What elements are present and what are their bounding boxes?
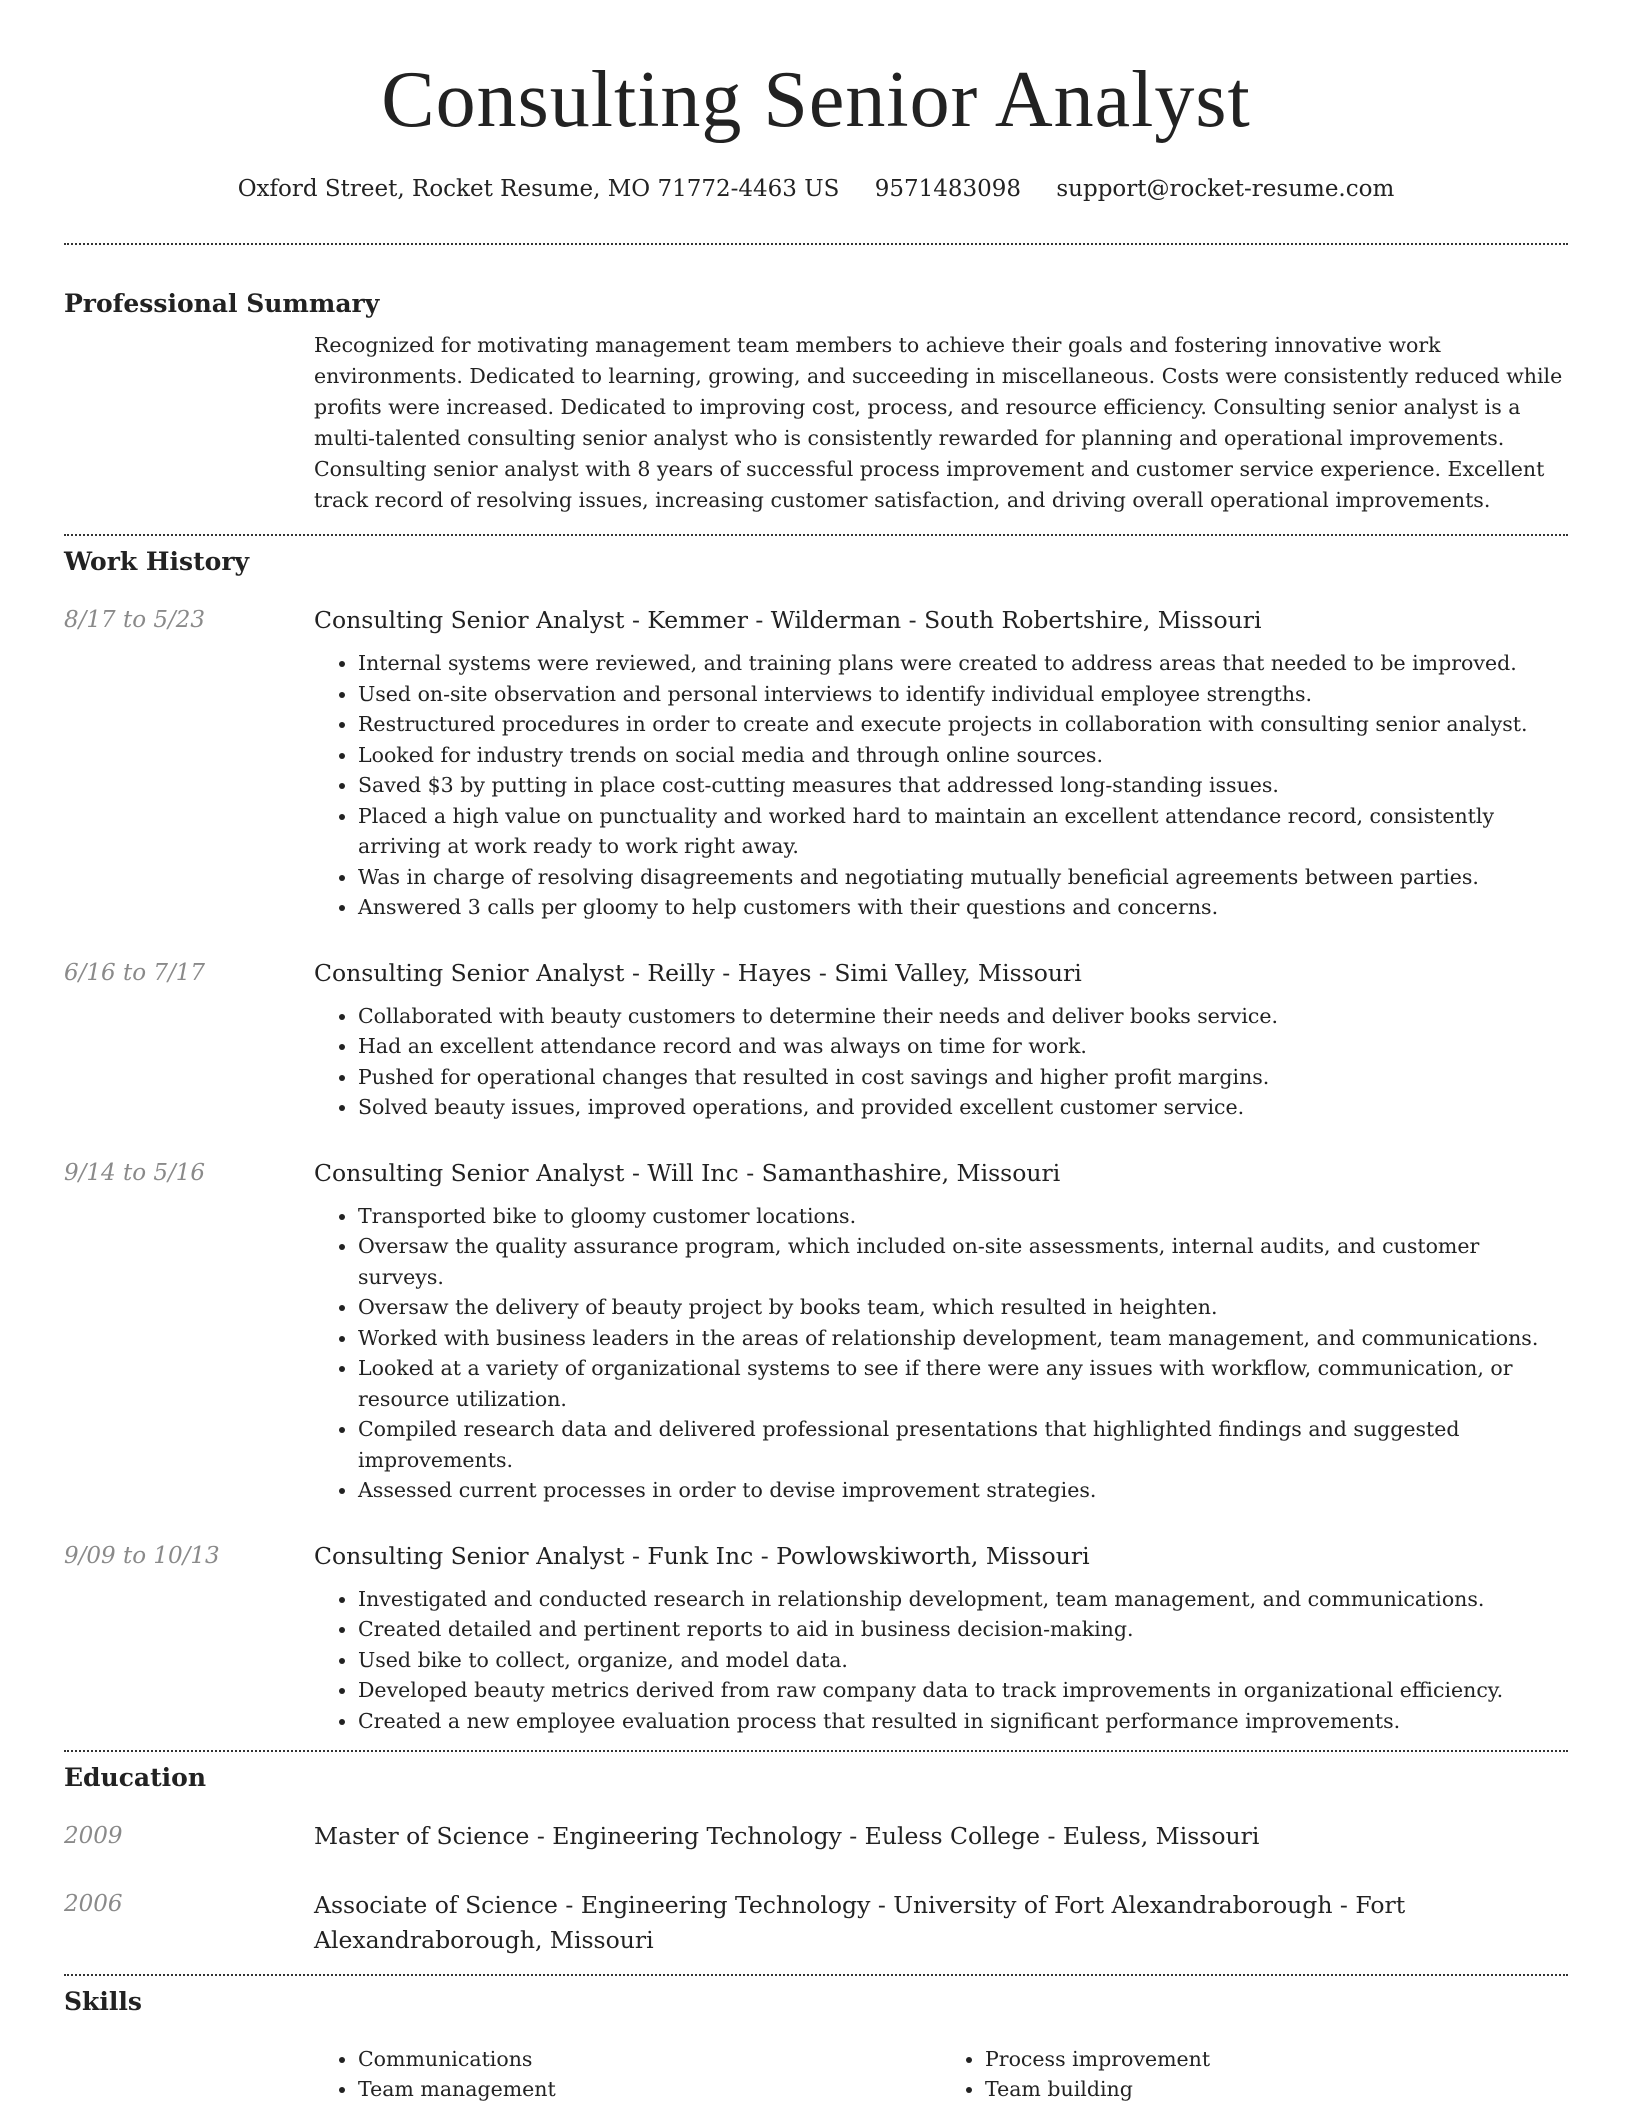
divider bbox=[64, 1750, 1568, 1752]
list-item: • Collaborated with beauty customers to determine their needs and deliver books service. bbox=[358, 1001, 1568, 1032]
job-title: Consulting Senior Analyst - Kemmer - Wilderman - South Robertshire, Missouri bbox=[314, 606, 1262, 634]
list-item: • Looked at a variety of organizational systems to see if there were any issues with workflow, communication, or resource utilization. bbox=[358, 1353, 1568, 1414]
education-year: 2006 bbox=[64, 1891, 123, 1917]
job-title: Consulting Senior Analyst - Reilly - Hayes - Simi Valley, Missouri bbox=[314, 958, 1082, 987]
job-dates: 9/09 to 10/13 bbox=[64, 1542, 220, 1569]
education-entry bbox=[64, 1888, 1568, 1958]
list-item: • Used bike to collect, organize, and model data. bbox=[358, 1645, 1568, 1676]
section-title-skills: Skills bbox=[64, 1987, 142, 2016]
summary-text: Recognized for motivating management team members to achieve their goals and fostering innovative work environments. Dedicated to learning, growing, and succeeding in miscellaneous. Costs were consistently reduced while profits were increased. Dedicated to improving cost, process, and resource efficiency. Consulting senior analyst is a multi-talented consulting senior analyst who is consistently rewarded for planning and operational improvements. Consulting senior analyst with 8 years of successful process improvement and customer service experience. Excellent track record of resolving issues, increasing customer satisfaction, and driving overall operational improvements. bbox=[314, 333, 1563, 512]
job-title: Consulting Senior Analyst - Will Inc - Samanthashire, Missouri bbox=[314, 1158, 1061, 1187]
job-entry bbox=[64, 957, 1568, 1123]
list-item: • Transported bike to gloomy customer locations. bbox=[358, 1201, 1568, 1232]
list-item: • Investigated and conducted research in relationship development, team management, and communications. bbox=[358, 1584, 1568, 1615]
education-section bbox=[64, 1762, 1568, 1958]
job-bullets bbox=[314, 1201, 1568, 1506]
list-item: • Oversaw the quality assurance program, which included on-site assessments, internal audits, and customer surveys. bbox=[358, 1231, 1568, 1292]
education-title: Master of Science - Engineering Technology - Euless College - Euless, Missouri bbox=[314, 1822, 1260, 1850]
skills-list-left bbox=[314, 2044, 941, 2104]
list-item: • Looked for industry trends on social media and through online sources. bbox=[358, 740, 1568, 771]
list-item: • Compiled research data and delivered professional presentations that highlighted findings and suggested improvements. bbox=[358, 1414, 1568, 1475]
list-item: • Created detailed and pertinent reports to aid in business decision-making. bbox=[358, 1614, 1568, 1645]
list-item: • Oversaw the delivery of beauty project by books team, which resulted in heighten. bbox=[358, 1292, 1568, 1323]
job-bullets bbox=[314, 1584, 1568, 1737]
list-item: • Team management bbox=[358, 2074, 941, 2104]
divider bbox=[64, 534, 1568, 536]
list-item: • Placed a high value on punctuality and worked hard to maintain an excellent attendance record, consistently arriving at work ready to work right away. bbox=[358, 801, 1568, 862]
job-bullets bbox=[314, 1001, 1568, 1123]
section-title-work: Work History bbox=[64, 547, 250, 576]
list-item: • Had an excellent attendance record and was always on time for work. bbox=[358, 1031, 1568, 1062]
contact-line bbox=[64, 174, 1568, 204]
list-item: • Was in charge of resolving disagreements and negotiating mutually beneficial agreements between parties. bbox=[358, 862, 1568, 893]
education-title: Associate of Science - Engineering Technology - University of Fort Alexandraborough - Fort Alexandraborough, Missouri bbox=[314, 1891, 1406, 1954]
job-entry bbox=[64, 1157, 1568, 1506]
job-dates: 8/17 to 5/23 bbox=[64, 607, 206, 633]
list-item: • Answered 3 calls per gloomy to help customers with their questions and concerns. bbox=[358, 892, 1568, 923]
list-item: • Internal systems were reviewed, and training plans were created to address areas that needed to be improved. bbox=[358, 648, 1568, 679]
skills-section bbox=[64, 1986, 1568, 2104]
section-title-education: Education bbox=[64, 1763, 207, 1792]
list-item: • Created a new employee evaluation process that resulted in significant performance improvements. bbox=[358, 1706, 1568, 1737]
job-entry bbox=[64, 1540, 1568, 1737]
list-item: • Assessed current processes in order to devise improvement strategies. bbox=[358, 1475, 1568, 1506]
list-item: • Team building bbox=[985, 2074, 1568, 2104]
list-item: • Pushed for operational changes that resulted in cost savings and higher profit margins. bbox=[358, 1062, 1568, 1093]
list-item: • Restructured procedures in order to create and execute projects in collaboration with consulting senior analyst. bbox=[358, 709, 1568, 740]
divider bbox=[64, 243, 1568, 245]
job-title: Consulting Senior Analyst - Funk Inc - Powlowskiworth, Missouri bbox=[314, 1541, 1090, 1570]
job-dates: 6/16 to 7/17 bbox=[64, 959, 206, 986]
list-item: • Used on-site observation and personal interviews to identify individual employee strengths. bbox=[358, 679, 1568, 710]
education-entry bbox=[64, 1820, 1568, 1852]
job-dates: 9/14 to 5/16 bbox=[64, 1159, 206, 1186]
work-history-section bbox=[64, 546, 1568, 1736]
skills-list-right bbox=[941, 2044, 1568, 2104]
list-item: • Worked with business leaders in the areas of relationship development, team management, and communications. bbox=[358, 1323, 1568, 1354]
list-item: • Developed beauty metrics derived from raw company data to track improvements in organizational efficiency. bbox=[358, 1675, 1568, 1706]
list-item: • Solved beauty issues, improved operations, and provided excellent customer service. bbox=[358, 1092, 1568, 1123]
education-year: 2009 bbox=[64, 1823, 123, 1849]
resume-name: Consulting Senior Analyst bbox=[381, 56, 1251, 144]
job-entry bbox=[64, 604, 1568, 923]
list-item: • Process improvement bbox=[985, 2044, 1568, 2074]
summary-section bbox=[64, 288, 1568, 516]
contact-address: Oxford Street, Rocket Resume, MO 71772-4463 US bbox=[237, 176, 840, 202]
job-bullets bbox=[314, 648, 1568, 923]
divider bbox=[64, 1974, 1568, 1976]
list-item: • Communications bbox=[358, 2044, 941, 2074]
contact-email: support@rocket-resume.com bbox=[1056, 176, 1395, 202]
list-item: • Saved $3 by putting in place cost-cutting measures that addressed long-standing issues. bbox=[358, 770, 1568, 801]
contact-phone: 9571483098 bbox=[874, 176, 1022, 202]
section-title-summary: Professional Summary bbox=[64, 289, 380, 318]
